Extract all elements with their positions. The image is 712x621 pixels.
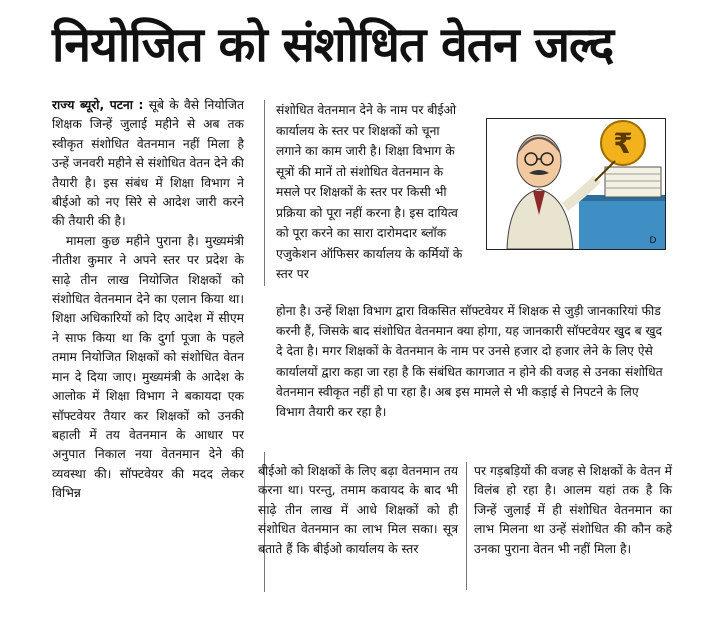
column-divider [466,462,467,590]
article-column-1 [52,96,244,504]
article-column-2-top: संशोधित वेतनमान देने के नाम पर बीईओ कार्यालय के स्तर पर शिक्षकों को चूना लगाने का काम जारी है। शिक्षा विभाग के सूत्रों की मानें तो संशोधित वेतनमान के मसले पर शिक्षकों के स्तर पर किसी भी प्रक्रिया को पूरा नहीं करना है। इस दायित्व को पूरा करने का सारा दारोमदार ब्लॉक एजुकेशन ऑफिसर कार्यालय के कर्मियों के स्तर पर [276,103,463,281]
rupee-symbol: ₹ [613,127,633,160]
article-column-4: पर गड़बड़ियों की वजह से शिक्षकों के वेतन में विलंब हो रहा है। आलम यहां तक है कि जिन्हें जुलाई में ही संशोधित वेतनमान का लाभ मिलना था उन्हें संशोधित की कौन कहे उनका पुराना वेतन भी नहीं मिला है। [474,464,672,556]
cartoon-illustration [486,118,666,250]
headline: नियोजित को संशोधित वेतन जल्द [52,17,614,73]
paragraph-1 [52,96,244,232]
artist-signature: D [649,236,657,246]
article-column-3: बीईओ को शिक्षकों के लिए बढ़ा वेतनमान तय करना था। परन्तु, तमाम कवायद के बाद भी साढ़े तीन लाख में आधे शिक्षकों को ही संशोधित वेतनमान का लाभ मिल सका। सूत्र बताते हैं कि बीईओ कार्यालय के स्तर [258,464,458,556]
byline: राज्य ब्यूरो, पटना : [52,98,144,112]
paragraph-1-text: सूबे के वैसे नियोजित शिक्षक जिन्हें जुलाई महीने से अब तक स्वीकृत संशोधित वेतनमान नहीं मिला है उन्हें जनवरी महीने से संशोधित वेतन देने की तैयारी है। इस संबंध में शिक्षा विभाग ने बीईओ को नए सिरे से आदेश जारी करने की तैयारी की है। [52,98,244,229]
article-column-2-wide: होना है। उन्हें शिक्षा विभाग द्वारा विकसित सॉफ्टवेयर में शिक्षक से जुड़ी जानकारियां फीड करनी हैं, जिसके बाद संशोधित वेतनमान क्या होगा, यह जानकारी सॉफ्टवेयर खुद ब खुद दे देता है। मगर शिक्षकों के वेतनमान के नाम पर उनसे हजार दो हजार लेने के लिए ऐसे कार्यालयों द्वारा कहा जा रहा है कि संबंधित कागजात न होने की वजह से उनका संशोधित वेतनमान स्वीकृत नहीं हो पा रहा है। अब इस मामले से भी कड़ाई से निपटने के लिए विभाग तैयारी कर रहा है। [276,304,663,420]
column-divider [264,100,265,286]
paragraph-2: मामला कुछ महीने पुराना है। मुख्यमंत्री नीतीश कुमार ने अपने स्तर पर प्रदेश के साढ़े तीन लाख नियोजित शिक्षकों को संशोधित वेतनमान देने का एलान किया था। शिक्षा अधिकारियों को दिए आदेश में सीएम ने साफ किया था कि दुर्गा पूजा के पहले तमाम नियोजित शिक्षकों को संशोधित वेतन मान दे दिया जाए। मुख्यमंत्री के आदेश के आलोक में शिक्षा विभाग ने बकायदा एक सॉफ्टवेयर तैयार कर शिक्षकों को उनकी बहाली में तय वेतनमान के आधार पर अनुपात निकाल नया वेतनमान देने की व्यवस्था की। सॉफ्टवेयर की मदद लेकर विभिन्न [52,233,244,501]
